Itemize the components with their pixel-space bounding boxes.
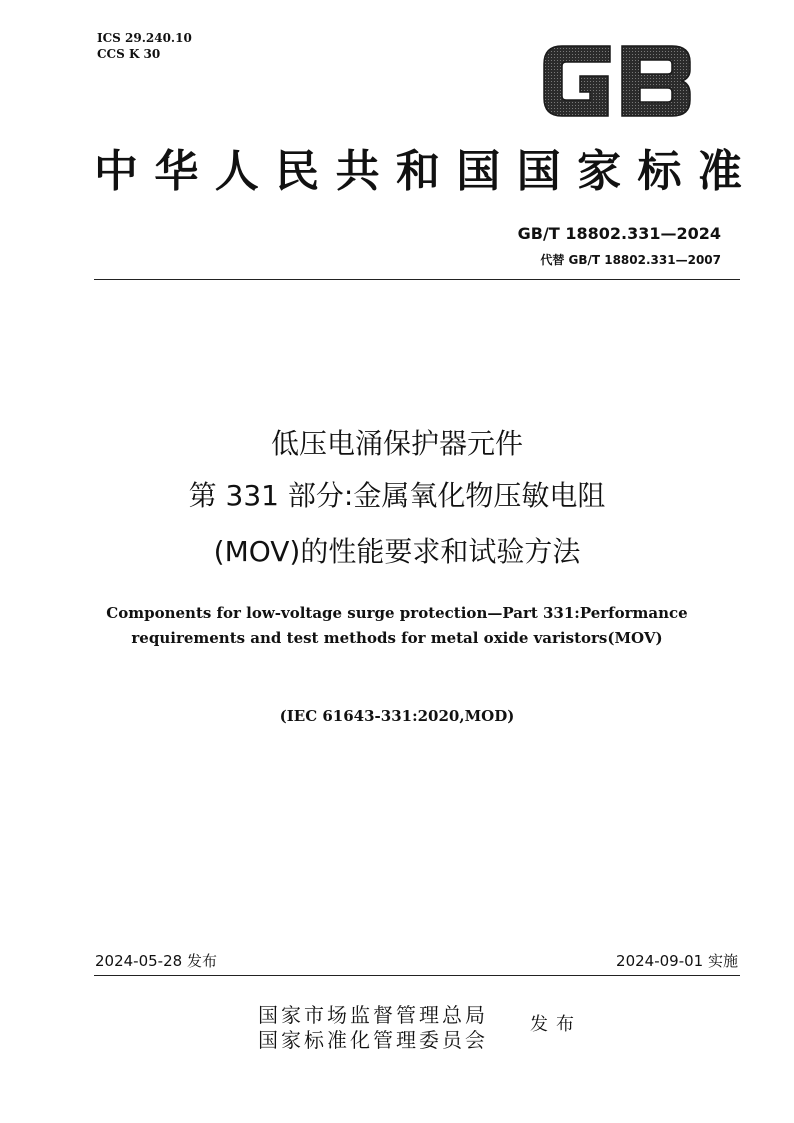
standard-number: GB/T 18802.331—2024 [517, 224, 721, 243]
replaced-standard: 代替 GB/T 18802.331—2007 [540, 253, 721, 267]
national-standard-title [94, 142, 742, 202]
title-char: 准 [697, 146, 742, 197]
iec-reference: (IEC 61643-331:2020,MOD) [279, 707, 515, 725]
issuer-samr: 国家市场监督管理总局 [258, 1003, 488, 1027]
title-char: 中 [94, 146, 138, 197]
title-char: 国 [516, 146, 561, 197]
ics-code: ICS 29.240.10 [97, 31, 192, 45]
ccs-code: CCS K 30 [97, 47, 161, 61]
footer-divider [94, 975, 740, 976]
title-char: 共 [335, 146, 380, 197]
title-char: 民 [275, 146, 320, 197]
chinese-title-line-3: (MOV)的性能要求和试验方法 [213, 535, 581, 568]
title-char: 家 [577, 146, 622, 197]
publish-label: 发布 [530, 1014, 582, 1035]
chinese-title-line-2: 第 331 部分:金属氧化物压敏电阻 [188, 479, 606, 512]
implementation-date: 2024-09-01 实施 [616, 952, 738, 970]
title-char: 人 [214, 146, 259, 197]
issuer-sac: 国家标准化管理委员会 [258, 1028, 488, 1052]
title-char: 标 [637, 146, 682, 197]
title-char: 华 [154, 146, 199, 197]
chinese-title-line-1: 低压电涌保护器元件 [270, 427, 523, 460]
issue-date: 2024-05-28 发布 [95, 952, 217, 970]
english-title-line-1: Components for low-voltage surge protection—Part 331:Performance [106, 604, 688, 622]
title-char: 国 [456, 146, 501, 197]
title-char: 和 [395, 146, 440, 197]
english-title-line-2: requirements and test methods for metal oxide varistors(MOV) [131, 629, 663, 647]
gb-logo [538, 38, 696, 124]
header-divider [94, 279, 740, 280]
